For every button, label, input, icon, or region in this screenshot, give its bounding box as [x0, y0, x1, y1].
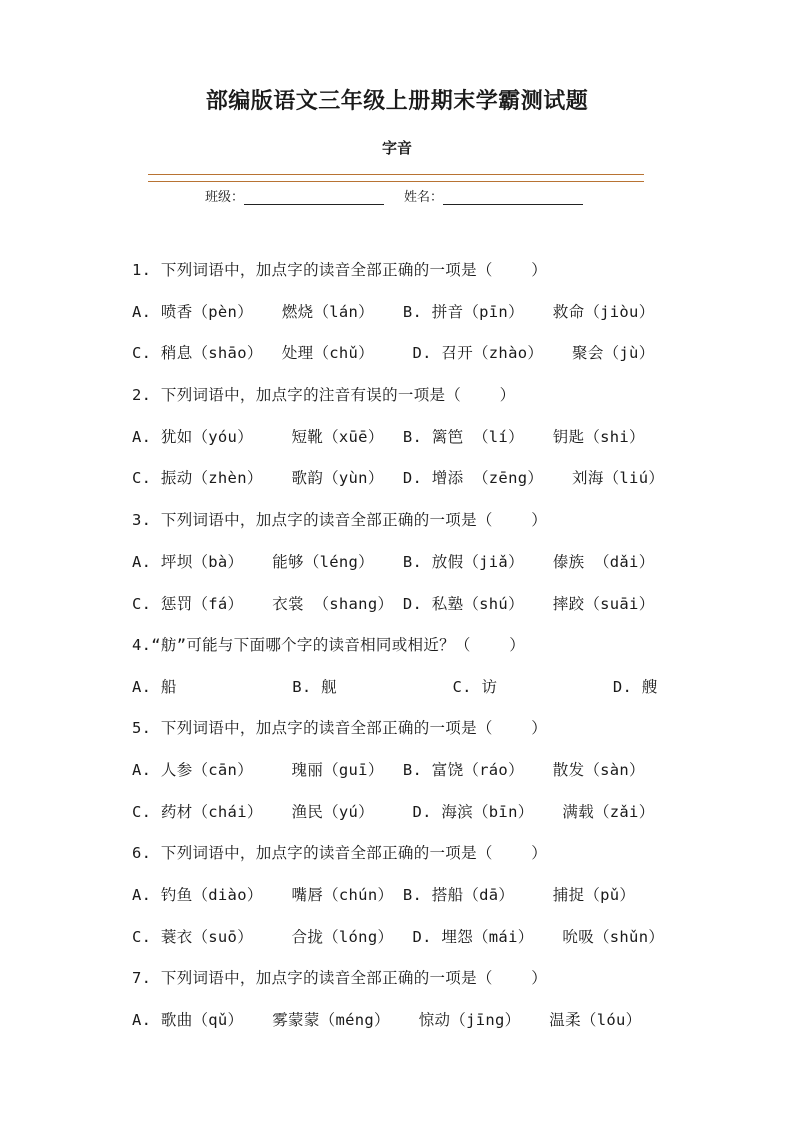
question-2-options-cd: C. 振动（zhèn） 歌韵（yùn） D. 增添 （zēng） 刘海（liú） [132, 469, 665, 487]
class-blank[interactable] [244, 188, 384, 205]
question-2: 2. 下列词语中，加点字的注音有误的一项是（ ） [132, 386, 516, 404]
question-7-options: A. 歌曲（qǔ） 雾蒙蒙（méng） 惊动（jīng） 温柔（lóu） [132, 1011, 642, 1029]
page-title: 部编版语文三年级上册期末学霸测试题 [205, 89, 589, 114]
question-1: 1. 下列词语中，加点字的读音全部正确的一项是（ ） [132, 261, 548, 279]
student-info-row [205, 186, 583, 205]
question-7: 7. 下列词语中，加点字的读音全部正确的一项是（ ） [132, 969, 548, 987]
question-3: 3. 下列词语中，加点字的读音全部正确的一项是（ ） [132, 511, 548, 529]
question-6-options-ab: A. 钓鱼（diào） 嘴唇（chún） B. 搭船（dā） 捕捉（pǔ） [132, 886, 636, 904]
question-1-options-cd: C. 稍息（shāo） 处理（chǔ） D. 召开（zhào） 聚会（jù） [132, 344, 655, 362]
question-6: 6. 下列词语中，加点字的读音全部正确的一项是（ ） [132, 844, 548, 862]
question-5: 5. 下列词语中，加点字的读音全部正确的一项是（ ） [132, 719, 548, 737]
divider-bottom [148, 181, 644, 182]
question-1-options-ab: A. 喷香（pèn） 燃烧（lán） B. 拼音（pīn） 救命（jiòu） [132, 303, 655, 321]
page-subtitle: 字音 [381, 139, 412, 157]
question-2-options-ab: A. 犹如（yóu） 短靴（xūē） B. 篱笆 （lí） 钥匙（shi） [132, 428, 645, 446]
question-4: 4.“舫”可能与下面哪个字的读音相同或相近？（ ） [132, 636, 526, 654]
question-3-options-cd: C. 惩罚（fá） 衣裳 （shang） D. 私塾（shú） 摔跤（suāi） [132, 595, 655, 613]
name-label: 姓名： [404, 190, 444, 205]
question-6-options-cd: C. 蓑衣（suō） 合拢（lóng） D. 埋怨（mái） 吮吸（shǔn） [132, 928, 665, 946]
question-4-options: A. 船 B. 舰 C. 访 D. 艘 [132, 678, 658, 696]
name-blank[interactable] [443, 188, 583, 205]
question-3-options-ab: A. 坪坝（bà） 能够（léng） B. 放假（jiǎ） 傣族 （dǎi） [132, 553, 655, 571]
question-5-options-cd: C. 药材（chái） 渔民（yú） D. 海滨（bīn） 满载（zǎi） [132, 803, 655, 821]
class-label: 班级： [205, 190, 245, 205]
divider-top [148, 174, 644, 175]
question-5-options-ab: A. 人参（cān） 瑰丽（guī） B. 富饶（ráo） 散发（sàn） [132, 761, 645, 779]
